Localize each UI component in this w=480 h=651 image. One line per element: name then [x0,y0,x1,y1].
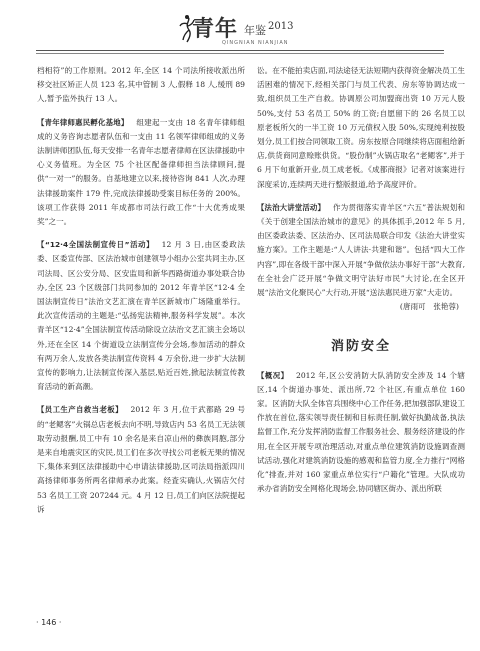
entry-heading: 【概况】 [257,370,289,380]
entry-body: 组建起一支由 18 名青年律师组成的义务咨询志愿者队伍和一支由 11 名领军律师组成的义务法制讲师团队伍,每天安排一名青年志愿者律师在区法律援助中心义务值班。为全区 75 个社区配备律师担当法律顾问,提供“一对一”的服务。自基地建立以来,接待咨询 841 人次,办理法律援助案件 179 件,完成法律援助受案目标任务的 200%。该项工作获得 2011 年成都市司法行政工作“十大优秀成果奖”之一。 [37,117,245,227]
entry-employee-self-rescue [37,403,245,517]
author-signature: (唐雨可 张艳蓉) [399,302,459,312]
entry-heading: 【员工生产自救当老板】 [37,405,123,415]
header-rule-bottom [36,53,444,54]
page-header [0,0,480,52]
logo-year-text: 2013 [268,21,294,32]
entry-body: 作为贯彻落实青羊区“六五”普法规划和《关于创建全国法治城市的意见》的具体抓手,2012 年 5 月,由区委政法委、区法治办、区司法局联合印发《法治大讲堂实施方案》。工作主题是:“人人讲法·共建和谐”。包括“四大工作内容”,即在各级干部中深入开展“争做依法办事好干部”大教育,在全社会广泛开展“争做文明守法好市民”大讨论,在全区开展“法治文化聚民心”大行动,开展“送法惠民进万家”大走访。 [257,202,465,298]
logo-pinyin-text: QINGNIAN NIANJIAN [222,40,289,46]
entry-body: 2012 年,区公安消防大队消防安全涉及 14 个辖区,14 个街道办事处、派出所,72 个社区,有重点单位 160 家。区消防大队全体官兵围绕中心工作任务,把加强部队建设工作放在首位,落实领导责任制和目标责任制,做好执勤战备,执法监督工作,充分发挥消防监督工作服务社会、服务经济建设的作用,在全区开展专项治理活动,对重点单位建筑消防设施调查测试活动,强化对建筑消防设施的感观和监管力度,全力推行“网格化”排查,并对 160 家重点单位实行“户籍化”管理。大队成功承办省消防安全网格化现场会,协同辖区街办、派出所联 [257,370,465,494]
entry-rule-of-law-lecture [257,201,465,300]
entry-heading: 【“12·4全国法制宣传日”活动】 [37,240,155,250]
section-title: 消防安全 [330,339,391,355]
entry-body: 12 月 3 日,由区委政法委、区委宣传部、区法治城市创建领导小组办公室共同主办,区司法局、区公安分局、区安监局和新华西路街道办事处联合协办,全区 23 个区级部门共同参加的 2012 年青羊区“12·4 全国法制宣传日”法治文艺汇演在青羊区新城市广场隆重举行。此次宣传活动的主题是:“弘扬宪法精神,服务科学发展”。本次青羊区“12·4”全国法制宣传活动除设立法治文艺汇演主会场以外,还在全区 14 个街道设立法制宣传分会场,参加活动的群众有两万余人,发放各类法制宣传资料 4 万余份,进一步扩大法制宣传的影响力,让法制宣传深入基层,贴近百姓,掀起法制宣传教育活动的新高潮。 [37,240,245,392]
entry-body: 2012 年 3 月,位于武都路 29 号的“老鳃客”火锅总店老板去向不明,导致店内 53 名员工无法领取劳动报酬,员工中有 10 余名是来自凉山州的彝族同胞,部分是来自地震灾区的灾民,员工们在多次寻找公司老板无果的情况下,集体来到区法律援助中心申请法律援助,区司法局指派四川高扬律师事务所两名律师承办此案。经査实确认,火锅店欠付 53 名员工工资 207244 元。4 月 12 日,员工们向区法院提起诉 [37,405,245,514]
logo-suffix-text: 年鉴 [244,24,266,37]
entry-legal-publicity-day [37,238,245,394]
left-column [37,64,245,517]
yearbook-logo [178,14,308,48]
right-continued-paragraph: 讼。在不能拍卖店面,司法途径无法短期内获得资金解决员工生活困难的情况下,经相关部门与员工代表、房东等协调达成一致,组织员工生产自救。协调原公司加盟商出资 10 万元人股 50%,支付 53 名员工 50% 的工资;自愿留下的 26 名员工以原老板所欠的一半工资 10 万元债权入股 50%,实现纯利按股划分,员工们按合同领取工资。房东按原合同继续将店面租给新店,供货商同意赊账供货。“股份制”火锅店取名“老鳃客”,并于 6 月下旬重新开业,员工成老板。《成都商报》记者对该案进行深度采访,连续两天进行整版报道,给予高度评价。 [257,66,465,189]
right-column [257,64,465,496]
entry-youth-lawyer [37,116,245,230]
entry-fire-overview [257,369,465,497]
entry-heading: 【法治大讲堂活动】 [257,202,326,212]
left-continued-paragraph: 档相符”的工作原则。2012 年,全区 14 个司法所接收派出所移交社区矫正人员 123 名,其中管制 3 人,假释 18 人,缓刑 89 人,暂予监外执行 13 人。 [37,66,245,104]
page-number: · 146 · [36,618,62,627]
entry-heading: 【青年律师惠民孵化基地】 [37,117,129,127]
header-rule-top [36,50,444,51]
logo-brand-text: 青年 [192,16,239,42]
